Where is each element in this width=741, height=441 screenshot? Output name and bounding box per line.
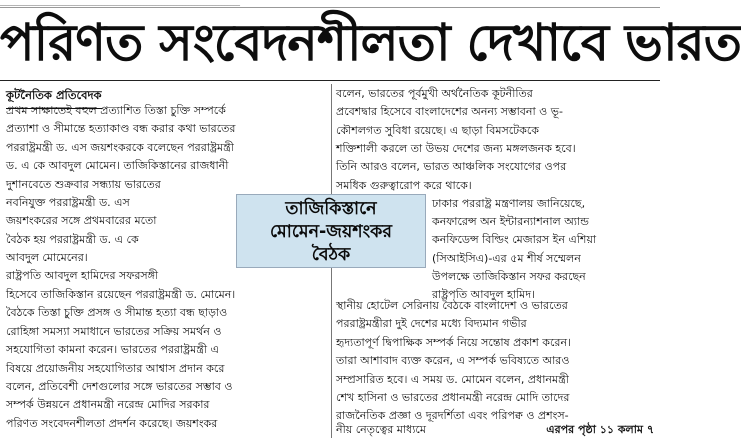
article-line: তারা আশাবাদ ব্যক্ত করেন, এ সম্পর্ক ভবিষ্যতে আরও (336, 354, 570, 368)
article-line: বিষয়ে প্রয়োজনীয় সহযোগিতার আশ্বাস প্রদান করে (6, 361, 225, 375)
top-strip: ________________________________________________________________________________ (0, 0, 660, 8)
article-line: প্রবেশদ্বার হিসেবে বাংলাদেশের অনন্য সম্ভাবনা ও ভূ- (336, 105, 563, 119)
article-line: রাষ্ট্রপতি আবদুল হামিদের সফরসঙ্গী (6, 269, 159, 282)
continued-on-link[interactable]: এরপর পৃষ্ঠা ১১ কলাম ৭ (546, 423, 654, 436)
article-line: রোহিঙ্গা সমস্যা সমাধানে ভারতের সক্রিয় সমর্থন ও (6, 324, 222, 338)
article-line: সহযোগিতা কামনা করেন। ভারতের পররাষ্ট্রমন্ত্রী এ (6, 343, 219, 357)
article-line: ঢাকার পররাষ্ট্র মন্ত্রণালয় জানিয়েছে, (432, 197, 586, 210)
article-line: রাজনৈতিক প্রজ্ঞা ও দূরদর্শিতা এবং পরিপক্ব ও প্রশংস- (336, 409, 569, 423)
article-line: সম্পর্ক উন্নয়নে প্রধানমন্ত্রী নরেন্দ্র মোদির সরকার (6, 398, 210, 412)
article-line: নীয় নেতৃত্বের মাধ্যমে (336, 423, 426, 436)
article-line: প্রত্যাশা ও সীমান্তে হত্যাকাণ্ড বন্ধ করার কথা ভারতের (6, 122, 236, 136)
article-line: প্রথম সাক্ষাতেই বহুল প্রত্যাশিত তিস্তা চুক্তি সম্পর্কে (6, 104, 226, 117)
article-line: উপলক্ষে তাজিকিস্তান সফর করছেন (432, 269, 586, 283)
article-line: পরিণত সংবেদনশীলতা প্রদর্শন করেছে। জয়শংকর (6, 416, 218, 430)
article-line: দুশানবেতে শুক্রবার সন্ধ্যায় ভারতের (6, 178, 161, 191)
pull-quote-line: মোমেন-জয়শংকর (269, 222, 393, 242)
column-rule-bottom (331, 268, 332, 438)
article-line: বলেন, প্রতিবেশী দেশগুলোর সঙ্গে ভারতের সম্ভাব ও (6, 380, 233, 393)
byline: কূটনৈতিক প্রতিবেদক (6, 87, 102, 109)
article-line: পররাষ্ট্রমন্ত্রী ড. এস জয়শংকরকে বলেছেন পররাষ্ট্রমন্ত্রী (6, 140, 234, 154)
article-line: হিসেবে তাজিকিস্তান রয়েছেন পররাষ্ট্রমন্ত্রী ড. মোমেন। (6, 288, 236, 301)
article-line: ড. এ কে আবদুল মোমেন। তাজিকিস্তানের রাজধানী (6, 158, 229, 172)
headline-rule (0, 80, 660, 81)
article-last-line (336, 423, 656, 437)
article-line: শক্তিশালী করলে তা উভয় দেশের জন্য মঙ্গলজনক হবে। (336, 141, 576, 155)
article-line: কৌশলগত সুবিধা রয়েছে। এ ছাড়া বিমসটেককে (336, 123, 539, 137)
pull-quote-box (236, 194, 426, 268)
article-line: বৈঠকে তিস্তা চুক্তি প্রসঙ্গ ও সীমান্ত হত্যা বন্ধ ছাড়াও (6, 306, 228, 320)
article-line: আবদুল মোমেনের। (6, 250, 88, 264)
article-line: হৃদ্যতাপূর্ণ দ্বিপাক্ষিক সম্পর্ক নিয়ে সন্তোষ প্রকাশ করেন। (336, 335, 571, 349)
pull-quote-line: বৈঠক (311, 245, 351, 265)
headline: পরিণত সংবেদনশীলতা দেখাবে ভারত (0, 14, 741, 73)
article-line: জয়শংকরের সঙ্গে প্রথমবারের মতো (6, 214, 157, 228)
column-rule-top (331, 84, 332, 197)
article-line: রাষ্ট্রপতি আবদুল হামিদ। (432, 288, 535, 301)
article-line: বলেন, ভারতের পূর্বমুখী অর্থনৈতিক কূটনীতির (336, 87, 533, 100)
article-line: তিনি আরও বলেন, ভারত আঞ্চলিক সংযোগের ওপর (336, 160, 567, 174)
article-line: কনফারেন্স অন ইন্টারন্যাশনাল অ্যান্ড (432, 215, 589, 229)
article-line: পররাষ্ট্রমন্ত্রীরা দুই দেশের মধ্যে বিদ্যমান গভীর (336, 317, 527, 331)
article-line: (সিআইসিএ)-এর ৫ম শীর্ষ সম্মেলন (432, 251, 581, 265)
article-line: স্থানীয় হোটেল সেরিনায় বৈঠকে বাংলাদেশ ও ভারতের (336, 299, 568, 312)
article-line: নবনিযুক্ত পররাষ্ট্রমন্ত্রী ড. এস (6, 196, 130, 210)
pull-quote-line: তাজিকিস্তানে (285, 199, 377, 219)
article-line: শেখ হাসিনা ও ভারতের প্রধানমন্ত্রী নরেন্দ্র মোদি তাদের (336, 391, 570, 404)
article-line: কনফিডেন্স বিল্ডিং মেজারস ইন এশিয়া (432, 233, 597, 247)
article-line: সম্প্রসারিত হবে। এ সময় ড. মোমেন বলেন, প্রধানমন্ত্রী (336, 372, 569, 386)
article-line: সমধিক গুরুত্বারোপ করে থাকে। (336, 178, 472, 192)
article-line: বৈঠক হয় পররাষ্ট্রমন্ত্রী ড. এ কে (6, 232, 139, 246)
